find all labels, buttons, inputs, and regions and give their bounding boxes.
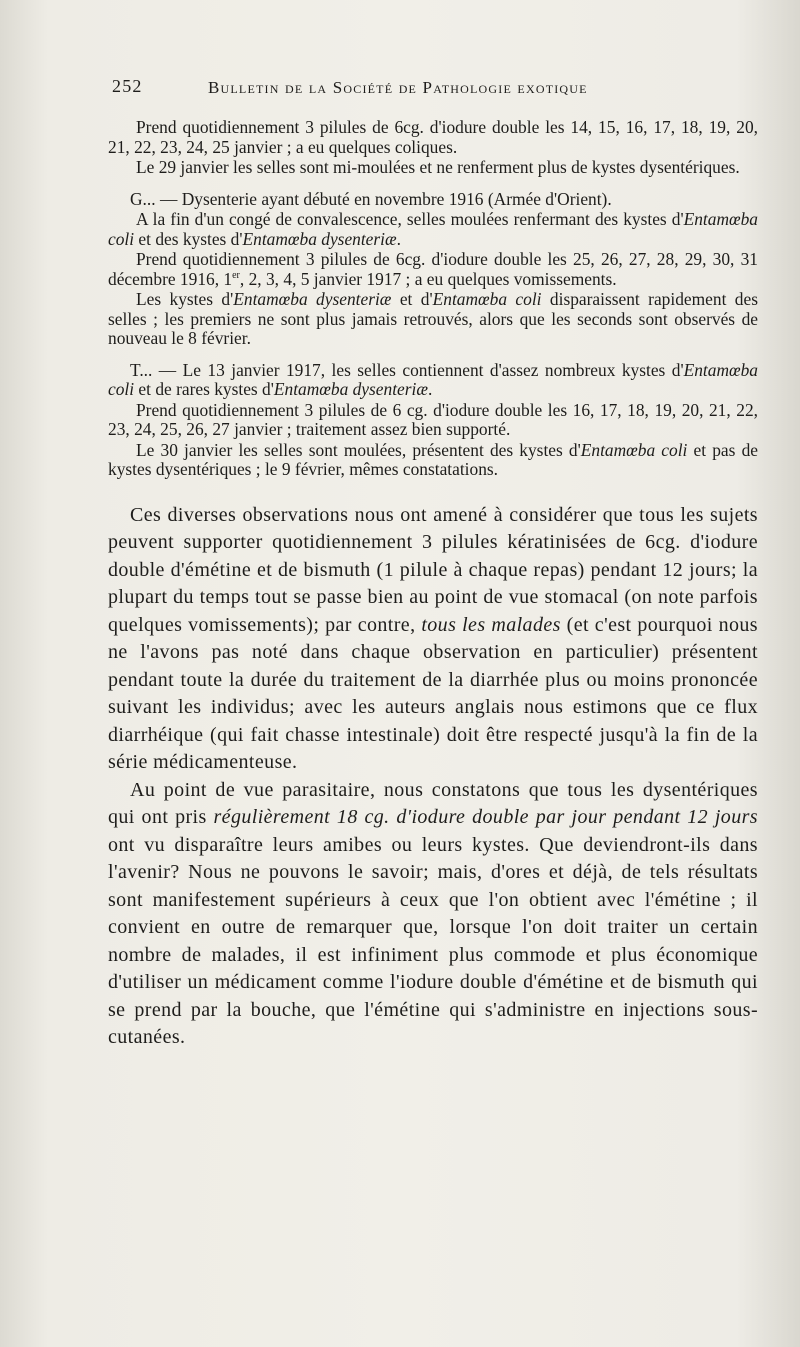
observation-paragraph: Les kystes d'Entamœba dysenteriæ et d'Entamœba coli disparaissent rapidement des selles ; les premiers ne sont plus jamais retrouvés, alors que les seconds sont observés de nouveau le 8 février. bbox=[108, 289, 758, 348]
case-g-intro: G... — Dysenterie ayant débuté en novembre 1916 (Armée d'Orient). bbox=[130, 188, 612, 209]
page-number: 252 bbox=[112, 76, 143, 96]
observation-paragraph: Le 30 janvier les selles sont moulées, présentent des kystes d'Entamœba coli et pas de kystes dysentériques ; le 9 février, mêmes constatations. bbox=[108, 439, 758, 479]
observation-paragraph: Prend quotidiennement 3 pilules de 6cg. d'iodure double les 14, 15, 16, 17, 18, 19, 20, 21, 22, 23, 24, 25 janvier ; a eu quelques coliques. bbox=[108, 117, 758, 157]
observation-paragraph: A la fin d'un congé de convalescence, selles moulées renfermant des kystes d'Entamœba coli et des kystes d'Entamœba dysenteriæ. bbox=[108, 209, 758, 249]
case-t-intro: T... — Le 13 janvier 1917, les selles contiennent d'assez nombreux kystes d'Entamœba coli et de rares kystes d'Entamœba dysenteriæ. bbox=[108, 359, 758, 399]
case-observations bbox=[108, 118, 758, 480]
running-title: Bulletin de la Société de Pathologie exotique bbox=[208, 78, 588, 97]
page-body bbox=[108, 118, 758, 1052]
discussion bbox=[108, 502, 758, 1052]
observation-paragraph: Prend quotidiennement 3 pilules de 6 cg. d'iodure double les 16, 17, 18, 19, 20, 21, 22, 23, 24, 25, 26, 27 janvier ; traitement assez bien supporté. bbox=[108, 399, 758, 439]
running-header bbox=[112, 72, 672, 102]
discussion-paragraph: Ces diverses observations nous ont amené à considérer que tous les sujets peuvent supporter quotidiennement 3 pilules kératinisées de 6cg. d'iodure double d'émétine et de bismuth (1 pilule à chaque repas) pendant 12 jours; la plupart du temps tout se passe bien au point de vue stomacal (on note parfois quelques vomissements); par contre, tous les malades (et c'est pourquoi nous ne l'avons pas noté dans chaque observation en particulier) présentent pendant toute la durée du traitement de la diarrhée plus ou moins prononcée suivant les individus; avec les auteurs anglais nous estimons que ce flux diarrhéique (qui fait chasse intestinale) doit être respecté jusqu'à la fin de la série médicamenteuse. bbox=[108, 503, 758, 773]
discussion-paragraph: Au point de vue parasitaire, nous constatons que tous les dysentériques qui ont pris régulièrement 18 cg. d'iodure double par jour pendant 12 jours ont vu disparaître leurs amibes ou leurs kystes. Que deviendront-ils dans l'avenir? Nous ne pouvons le savoir; mais, d'ores et déjà, de tels résultats sont manifestement supérieurs à ceux que l'on obtient avec l'émétine ; il convient en outre de remarquer que, lorsque l'on doit traiter un certain nombre de malades, il est infiniment plus commode et plus économique d'utiliser un médicament comme l'iodure double d'émétine et de bismuth qui se prend par la bouche, que l'émétine qui s'administre en injections sous-cutanées. bbox=[108, 778, 758, 1048]
observation-paragraph: Le 29 janvier les selles sont mi-moulées et ne renferment plus de kystes dysentériques. bbox=[136, 157, 740, 177]
observation-paragraph: Prend quotidiennement 3 pilules de 6cg. d'iodure double les 25, 26, 27, 28, 29, 30, 31 décembre 1916, 1er, 2, 3, 4, 5 janvier 1917 ; a eu quelques vomissements. bbox=[108, 249, 758, 289]
